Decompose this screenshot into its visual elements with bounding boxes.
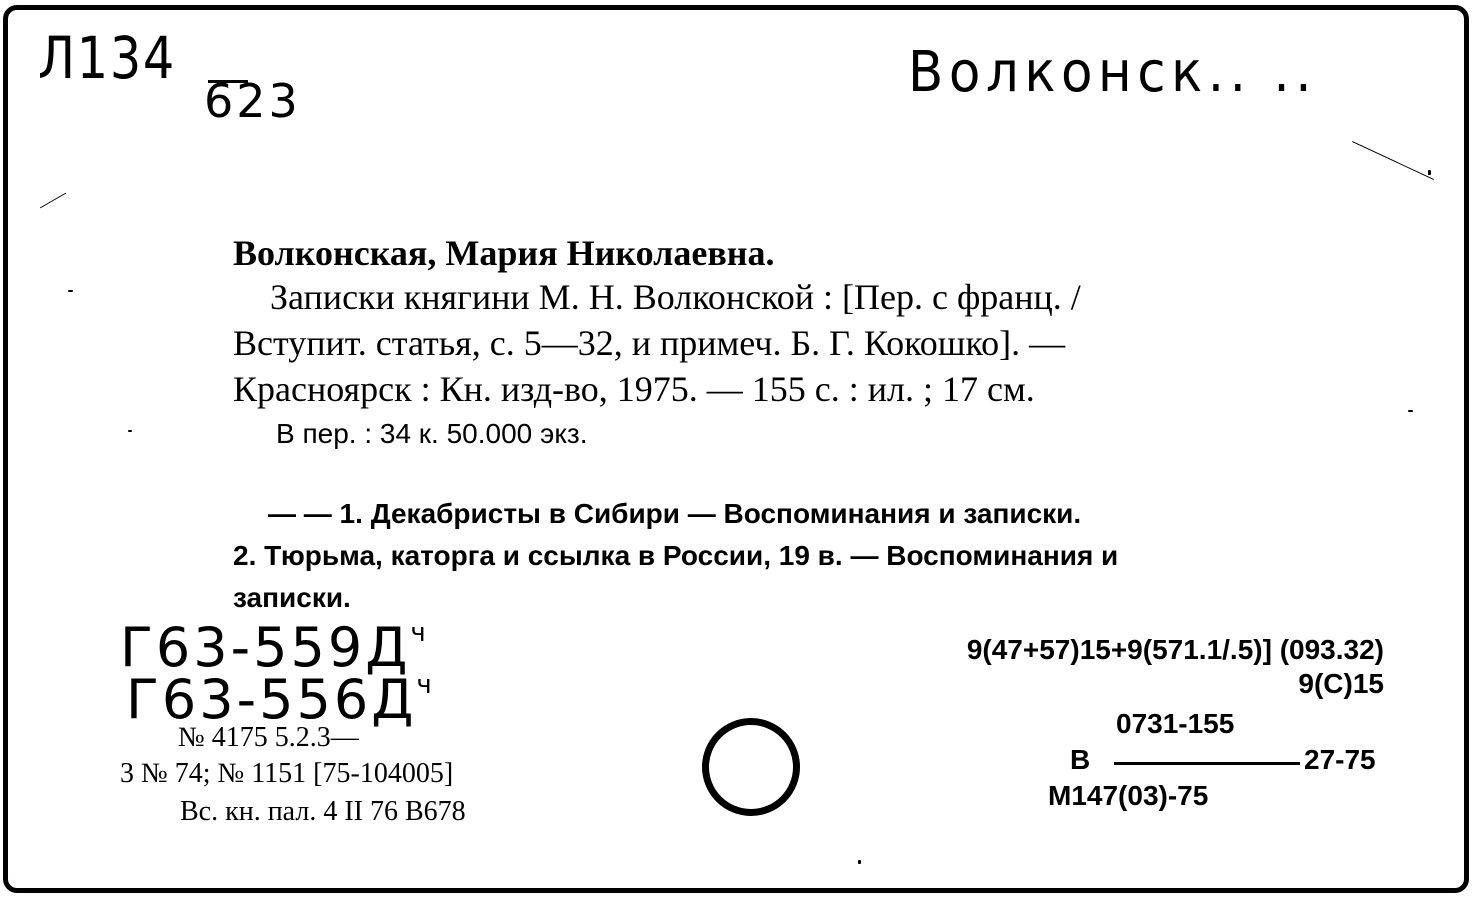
- subject-line-2: 2. Тюрьма, каторга и ссылка в России, 19 в. — Воспоминания и: [233, 540, 1119, 571]
- shelf-mark-1-text: Г63-559Д: [120, 616, 411, 679]
- punch-hole: [702, 718, 800, 816]
- scan-speck: [68, 290, 73, 292]
- classification-2: 9(С)15: [1298, 668, 1384, 699]
- entry-heading: Волконская, Мария Николаевна.: [233, 233, 775, 273]
- title-line-1: Записки княгини М. Н. Волконской : [Пер. с франц. /: [270, 277, 1081, 317]
- registry-line-1: № 4175 5.2.3—: [178, 722, 359, 753]
- title-line-3: Красноярск : Кн. изд-во, 1975. — 155 с. : ил. ; 17 см.: [233, 369, 1035, 409]
- registry-line-3: Вс. кн. пал. 4 II 76 В678: [180, 796, 466, 827]
- scan-speck: [40, 193, 66, 209]
- scan-speck: [1408, 410, 1413, 412]
- catalog-card: [3, 5, 1469, 893]
- code-top: 0731-155: [1116, 708, 1235, 739]
- shelf-mark-2-sup: ч: [416, 670, 435, 700]
- shelf-mark-1-sup: ч: [410, 618, 429, 648]
- call-number: Л134: [38, 24, 176, 92]
- handwritten-author: Волконск.. ..: [908, 40, 1318, 105]
- code-fraction-rule: [1114, 762, 1300, 765]
- shelf-mark-2-text: Г63-556Д: [126, 668, 417, 731]
- scan-speck: [1352, 141, 1434, 180]
- classification-1: 9(47+57)15+9(571.1/.5)] (093.32): [966, 634, 1384, 665]
- title-line-2: Вступит. статья, с. 5—32, и примеч. Б. Г. Кокошко]. —: [233, 323, 1066, 363]
- scan-speck: [858, 860, 861, 864]
- code-right: 27-75: [1304, 744, 1376, 775]
- registry-line-2: 3 № 74; № 1151 [75-104005]: [120, 758, 454, 789]
- scan-speck: [128, 430, 132, 432]
- subject-line-3: записки.: [233, 582, 351, 613]
- code-left: В: [1070, 744, 1091, 775]
- call-number-sub: 623: [204, 74, 301, 128]
- scan-speck: [1428, 170, 1431, 175]
- price-line: В пер. : 34 к. 50.000 экз.: [276, 418, 588, 449]
- code-bottom: М147(03)-75: [1048, 780, 1209, 811]
- subject-line-1: — — 1. Декабристы в Сибири — Воспоминания и записки.: [268, 498, 1082, 529]
